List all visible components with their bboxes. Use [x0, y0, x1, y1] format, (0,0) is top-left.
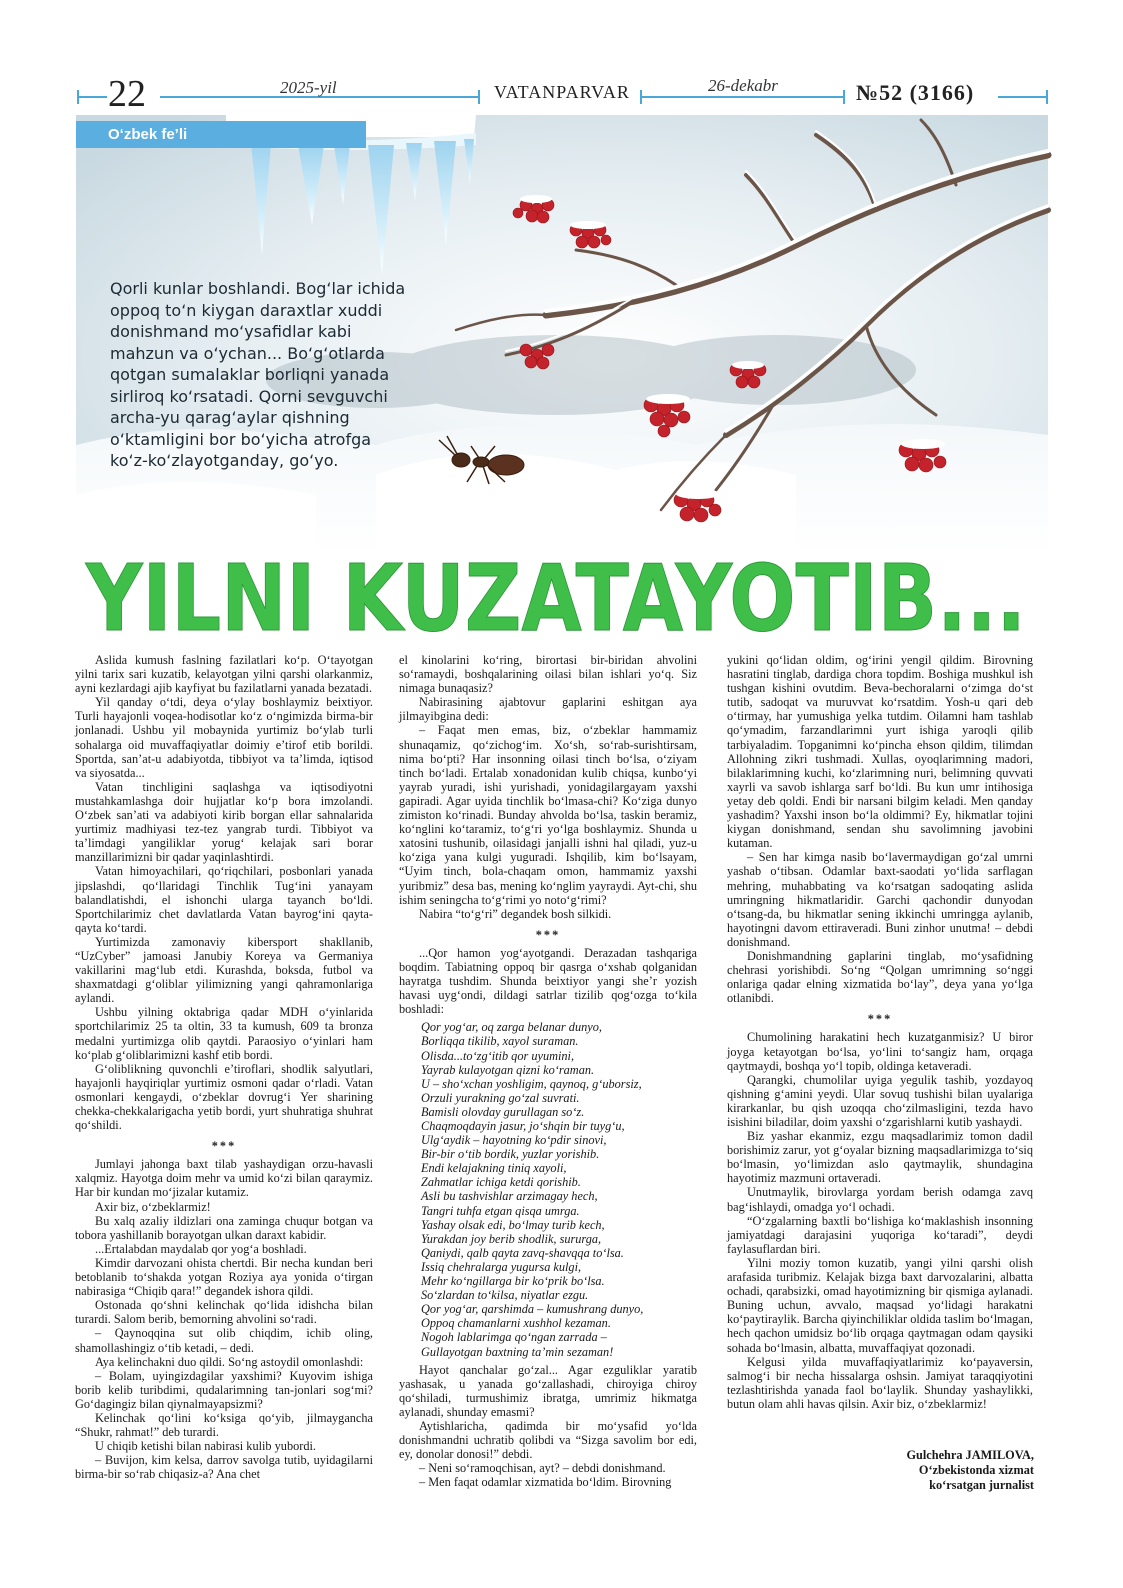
paragraph: el kinolarini ko‘ring, birortasi bir-biridan ahvolini so‘ramaydi, boshqalarining oilasi bilan ishlari yo‘q. Siz nimaga bunaqasiz? — [399, 653, 697, 696]
paragraph: Nabira “to‘g‘ri” degandek bosh silkidi. — [419, 906, 612, 921]
paragraph: – Men faqat odamlar xizmatida bo‘ldim. Birovning — [419, 1475, 672, 1490]
poem-line: Qor yog‘ar, oq zarga belanar dunyo, — [421, 1020, 602, 1035]
paragraph: “O‘zgalarning baxtli bo‘lishiga ko‘maklashish insonning jamiyatdagi darajasini yuqoriga ko‘taradi”, deydi faylasuflardan biri. — [727, 1213, 1033, 1256]
header-rule — [998, 96, 1048, 98]
paragraph: Bu xalq azaliy ildizlari ona zaminga chuqur botgan va tobora yashillanib borayotgan ulkan daraxt kabidir. — [75, 1213, 373, 1242]
issue-year: 2025-yil — [280, 78, 337, 97]
poem-line: So‘zlardan to‘kilsa, niyatlar ezgu. — [421, 1288, 589, 1303]
paragraph: Vatan tinchligini saqlashga va iqtisodiyotni mustahkamlashga doir hujjatlar ko‘p bora imzolandi. O‘zbek san’ati va adabiyoti kirib borgan ellar sahnalarida yurtimiz madhiyasi tez-tez yangrab turdi. Tibbiyot va ta’limdagi yangiliklar yorug‘ kelajak sari borar manzillarimizni bir qadar yaqinlashtirdi. — [75, 779, 373, 865]
article-column-3 — [727, 653, 1033, 1411]
headline-text: YILNI KUZATAYOTIB... — [85, 545, 1026, 652]
paragraph: Yurtimizda zamonaviy kibersport shakllanib, “UzCyber” jamoasi Janubiy Koreya va Germaniya vakillarini mag‘lub etdi. Kurashda, boksda, futbol va shaxmatdagi g‘oliblar yilimizning yangi qahramonlariga aylandi. — [75, 934, 373, 1006]
headline — [82, 545, 1042, 652]
paragraph: – Qaynoqqina sut olib chiqdim, ichib oling, shamollashingiz o‘tib ketadi, – dedi. — [75, 1326, 373, 1355]
poem-line: Ulg‘aydik – hayotning ko‘pdir sinovi, — [421, 1133, 607, 1148]
header-rule — [77, 96, 107, 98]
paragraph: Qarangki, chumolilar uyiga yegulik tashib, yozdayoq qishning g‘amini yeydi. Ular sovuq tushishi bilan uyalariga kirarkanlar, bu qish uzoqqa cho‘zilmasligini, tezda havo isishini biladilar, doim yaxshi o‘zgarishlarni kutib yashaydi. — [727, 1072, 1033, 1129]
poem-line: Yurakdan joy berib shodlik, sururga, — [421, 1231, 602, 1246]
poem-line: Borliqqa tikilib, xayol suraman. — [421, 1034, 579, 1049]
paragraph: Biz yashar ekanmiz, ezgu maqsadlarimiz tomon dadil borishimiz zarur, yot g‘oyalar bizning maqsadlarimizga to‘siq bo‘lmasin, yo‘limizdan aslo qaytmaylik, shundagina hayotimiz mazmuni ortaveradi. — [727, 1129, 1033, 1186]
section-separator: *** — [867, 1012, 893, 1027]
poem-line: Bir-bir o‘tib bordik, yuzlar yorishib. — [421, 1147, 600, 1162]
lead-paragraph: Qorli kunlar boshlandi. Bog‘lar ichida oppoq to‘n kiygan daraxtlar xuddi donishmand mo‘ysafidlar kabi mahzun va o‘ychan... Bo‘g‘otlarda qotgan sumalaklar borliqni yanada sirliroq ko‘rsatadi. Qorni sevguvchi archa-yu qarag‘aylar qishning o‘ktamligini bor bo‘yicha atrofga ko‘z-ko‘zlayotganday, go‘yo. — [110, 279, 406, 470]
poem — [399, 1020, 697, 1358]
paragraph: Donishmandning gaplarini tinglab, mo‘ysafidning chehrasi yorishibdi. So‘ng “Qolgan umrimning so‘nggi onlariga qadar elning xizmatida bo‘lay”, deya yana yo‘lga otlanibdi. — [727, 948, 1033, 1006]
poem-line: Orzuli yurakning go‘zal suvrati. — [421, 1090, 580, 1105]
poem-line: Zahmatlar ichiga ketdi qorishib. — [421, 1175, 581, 1190]
paragraph: G‘oliblikning quvonchli e’tiroflari, shodlik salyutlari, hayajonli hayqiriqlar yurtimiz osmoni qadar o‘rladi. Vatan osmonlari kengaydi, o‘zbeklar dovrug‘i Yer sharining chekka-chekkalarigacha yetib bordi, yurt shuhratiga shuhrat qo‘shildi. — [75, 1061, 373, 1133]
paragraph: Ostonada qo‘shni kelinchak qo‘lida idishcha bilan turardi. Salom berib, bemorning ahvolini so‘radi. — [75, 1298, 373, 1327]
poem-line: U – sho‘xchan yoshligim, qaynoq, g‘uborsiz, — [421, 1076, 642, 1091]
poem-line: Oppoq chamanlarni xushhol kezaman. — [421, 1316, 611, 1331]
paragraph: Unutmaylik, birovlarga yordam berish odamga zavq bag‘ishlaydi, omadga yo‘l ochadi. — [727, 1185, 1033, 1214]
paragraph: Jumlayi jahonga baxt tilab yashaydigan orzu-havasli xalqmiz. Hayotga doim mehr va umid ko‘zi bilan qaraymiz. Har bir kundan mo‘jizalar kutamiz. — [75, 1157, 373, 1200]
author-title: O‘zbekistonda xizmat — [918, 1463, 1034, 1477]
author-title: ko‘rsatgan jurnalist — [929, 1478, 1034, 1492]
poem-line: Tangri tuhfa etgan qisqa umrga. — [421, 1203, 580, 1218]
issue-number: №52 (3166) — [856, 80, 975, 105]
paragraph: ...Qor hamon yog‘ayotgandi. Derazadan tashqariga boqdim. Tabiatning oppoq bir qasrga o‘xshab qolganidan hayratga tushdim. Shunda beixtiyor yangi she’r yozish havasi uyg‘ondi, dildagi satrlar tizilib qog‘ozga to‘kila boshladi: — [399, 945, 697, 1017]
paragraph: Chumolining harakatini hech kuzatganmisiz? U biror joyga ketayotgan bo‘lsa, yo‘lini to‘sangiz ham, orqaga qaytmaydi, boshqa yo‘l topib, oldinga ketaveradi. — [727, 1030, 1033, 1073]
header-tick — [1046, 90, 1048, 104]
section-separator: *** — [211, 1139, 237, 1154]
poem-line: Chaqmoqdayin jasur, jo‘shqin bir tuyg‘u, — [421, 1119, 625, 1133]
poem-line: Olisda...to‘zg‘itib qor uyumini, — [421, 1048, 575, 1063]
paragraph: Aytishlaricha, qadimda bir mo‘ysafid yo‘lda donishmandni uchratib qolibdi va “Sizga savolim bor edi, ey, donolar donosi!” debdi. — [399, 1418, 697, 1462]
paragraph: Vatan himoyachilari, qo‘riqchilari, posbonlari yanada jipslashdi, qo‘llaridagi Tinchlik Tug‘ini yanayam balandlatishdi, el ishonchi ularga tayanch bo‘ldi. Sportchilarimiz chet davlatlarda Vatan bayrog‘ini qayta-qayta ko‘tardi. — [75, 864, 373, 935]
poem-line: Yashay olsak edi, bo‘lmay turib kech, — [421, 1217, 605, 1232]
paragraph: – Faqat men emas, biz, o‘zbeklar hammamiz shunaqamiz, qo‘zichog‘im. Xo‘sh, so‘rab-surishtirsam, nima bo‘pti? Har insonning oilasi tinch bo‘lsa, o‘ziyam tinch bo‘ladi. Ertalab xonadonidan kulib chiqsa, kunbo‘yi yayrab yuradi, ishi yurishadi, yonidagilargayam yaxshi gapiradi. Agar uyida tinchlik bo‘lmasa-chi? Ko‘ziga dunyo zimiston ko‘rinadi. Bunday ahvolda bo‘lsa, taskin beramiz, ko‘nglini ko‘taramiz, to‘g‘ri yo‘lga boshlaymiz. Shunda u xatosini tushunib, oilasidagi janjalli ishni hal qiladi, yuz-u ko‘ziga yana kulgi yuguradi. Ishqilib, kim bo‘lsayam, “Uyim tinch, bola-chaqam omon, hammamiz yaxshi yuribmiz” desa bas, mening ko‘nglim yayraydi. Ayt-chi, shu ishim seningcha to‘g‘rimi yo noto‘g‘rimi? — [399, 723, 697, 907]
poem-line: Asli bu tashvishlar arzimagay hech, — [421, 1189, 598, 1204]
paragraph: U chiqib ketishi bilan nabirasi kulib yubordi. — [95, 1439, 316, 1454]
paragraph: – Bolam, uyingizdagilar yaxshimi? Kuyovim ishiga borib kelib turibdimi, qudalarimning tan-jonlari sog‘mi? Go‘dagingiz bilan qiynalmayapsizmi? — [75, 1368, 373, 1411]
paragraph: – Sen har kimga nasib bo‘lavermaydigan go‘zal umrni yashab o‘tibsan. Odamlar baxt-saodati yo‘lida sarflagan mehring, muhabbating va ko‘rsatgan sadoqating aslida umringning hikmatlaridir. Garchi qachondir dunyodan o‘tsang-da, bu hikmatlar sening ikkinchi umringga aylanib, hayotingni davom ettiraveradi. Buni zinhor unutma! – debdi donishmand. — [727, 850, 1033, 949]
header-tick — [640, 90, 642, 104]
paragraph: Yil qanday o‘tdi, deya o‘ylay boshlaymiz beixtiyor. Turli hayajonli voqea-hodisotlar ko‘z o‘ngimizda birma-bir jonlanadi. Ushbu yil mobaynida yurtimiz bo‘ylab turli sohalarga oid muvaffaqiyatlar doimiy e’tirof etib borildi. Sportda, san’at-u adabiyotda, tibbiyot va ta’limda, iqtisod va siyosatda... — [75, 695, 373, 780]
paragraph: Aya kelinchakni duo qildi. So‘ng astoydil omonlashdi: — [95, 1354, 364, 1369]
paragraph: – Neni so‘ramoqchisan, ayt? – debdi donishmand. — [419, 1461, 666, 1476]
paragraph: – Buvijon, kim kelsa, darrov savolga tutib, uyidagilarni birma-bir so‘rab chiqasiz-a? Ana chet — [75, 1453, 373, 1482]
paragraph: Kelgusi yilda muvaffaqiyatlarimiz ko‘payaversin, salmog‘i bir necha hissalarga oshsin. Jamiyat taraqqiyotini tezlashtirishda yanada faol bo‘laylik. Shunday yashaylikki, butun olam ahli havas qilsin. Axir biz, o‘zbeklarmiz! — [727, 1354, 1033, 1411]
paragraph: Axir biz, o‘zbeklarmiz! — [95, 1199, 211, 1214]
newspaper-name: VATANPARVAR — [494, 82, 630, 102]
header-tick — [77, 90, 79, 104]
poem-line: Bamisli olovday gurullagan so‘z. — [421, 1104, 585, 1119]
header-tick — [843, 90, 845, 104]
header-tick — [478, 90, 480, 104]
article-column-1 — [75, 653, 373, 1481]
paragraph: Hayot qanchalar go‘zal... Agar ezguliklar yaratib yashasak, u yanada go‘zallashadi, chiroyiga chiroy qo‘shiladi, turmushimiz ibratga, umrimiz hikmatga aylanadi, shunday emasmi? — [399, 1362, 697, 1419]
paragraph: yukini qo‘lidan oldim, og‘irini yengil qildim. Birovning hasratini tinglab, dardiga chora topdim. Boshiga mushkul ish tushgan kishini ovutdim. Beva-bechoralarni o‘zimga do‘st tutib, sadoqat va muruvvat ko‘rsatdim. Yosh-u qari deb o‘tirmay, har yumushiga yelka tutdim. Oilamni ham tashlab qo‘ymadim, farzandlarimni yurt ishiga yaroqli qilib tarbiyaladim. Topganimni ko‘pincha ehson qildim, tilimdan Allohning zikri tushmadi. Xullas, oyoqlarimning madori, bilaklarimning kuchi, ko‘zlarimning nuri, belimning quvvati xayrli va savob ishlarga sarf bo‘ldi. Bu kun umr intihosiga yetay deb qoldi. Endi bir narsani bilgim keladi. Men qanday yashadim? Yaxshi inson bo‘la oldimmi? Ey, hikmatlar tojini kiygan donishmand, sendan shu savolimning javobini kutaman. — [727, 653, 1033, 851]
section-separator: *** — [535, 927, 561, 942]
paragraph: Ushbu yilning oktabriga qadar MDH o‘yinlarida sportchilarimiz 25 ta oltin, 33 ta kumush, 609 ta bronza medalni yurtimizga olib qaytdi. Paraosiyo o‘yinlari ham ko‘plab g‘oliblarimizni kashf etib bordi. — [75, 1005, 373, 1062]
issue-date: 26-dekabr — [708, 76, 778, 95]
poem-line: Nogoh lablarimga qo‘ngan zarrada – — [421, 1330, 607, 1345]
paragraph: Kimdir darvozani ohista chertdi. Bir necha kundan beri betoblanib to‘shakda yotgan Roziya aya yonida o‘tirgan nabirasiga “Chiqib qara!” degandek ishora qildi. — [75, 1255, 373, 1299]
poem-line: Issiq chehralarga yugursa kulgi, — [421, 1259, 582, 1274]
paragraph: Yilni moziy tomon kuzatib, yangi yilni qarshi olish arafasida turibmiz. Kelajak bizga baxt darvozalarini, albatta ochadi, qarabsizki, omad hayotimizning bir qismiga aylanadi. Buning uchun, avvalo, maqsad yo‘lidagi harakatni ko‘paytiraylik. Barcha qiyinchiliklar oldida taslim bo‘lmagan, hech qachon umidsiz bo‘lib orqaga qaytmagan odam qaysiki sohada bo‘lmasin, albatta, muvaffaqiyat qozonadi. — [727, 1255, 1033, 1355]
poem-line: Yayrab kulayotgan qizni ko‘raman. — [421, 1062, 595, 1077]
header-rule — [640, 96, 845, 98]
rubric-label: O‘zbek fe’li — [76, 121, 366, 148]
poem-line: Gullayotgan baxtning ta’min sezaman! — [421, 1344, 614, 1359]
article-column-2 — [399, 653, 697, 1489]
poem-line: Qaniydi, qalb qayta zavq-shavqqa to‘lsa. — [421, 1245, 624, 1260]
author-signature — [840, 1448, 1034, 1493]
poem-line: Qor yog‘ar, qarshimda – kumushrang dunyo, — [421, 1302, 644, 1317]
paragraph: Nabirasining ajabtovur gaplarini eshitgan aya jilmayibgina dedi: — [399, 695, 697, 724]
author-name: Gulchehra JAMILOVA, — [906, 1448, 1034, 1462]
paragraph: Kelinchak qo‘lini ko‘ksiga qo‘yib, jilmaygancha “Shukr, rahmat!” deb turardi. — [75, 1410, 373, 1440]
paragraph: Aslida kumush faslning fazilatlari ko‘p. O‘tayotgan yilni tarix sari kuzatib, kelayotgan yilni qarshi olarkanmiz, ayni kezlardagi ajib kayfiyat bu fazilatlarni yanada bezatadi. — [75, 653, 373, 696]
paragraph: ...Ertalabdan maydalab qor yog‘a boshladi. — [95, 1241, 307, 1256]
poem-line: Mehr ko‘ngillarga bir ko‘prik bo‘lsa. — [421, 1274, 605, 1289]
page-number: 22 — [108, 73, 146, 115]
poem-line: Endi kelajakning tiniq xayoli, — [421, 1161, 567, 1176]
